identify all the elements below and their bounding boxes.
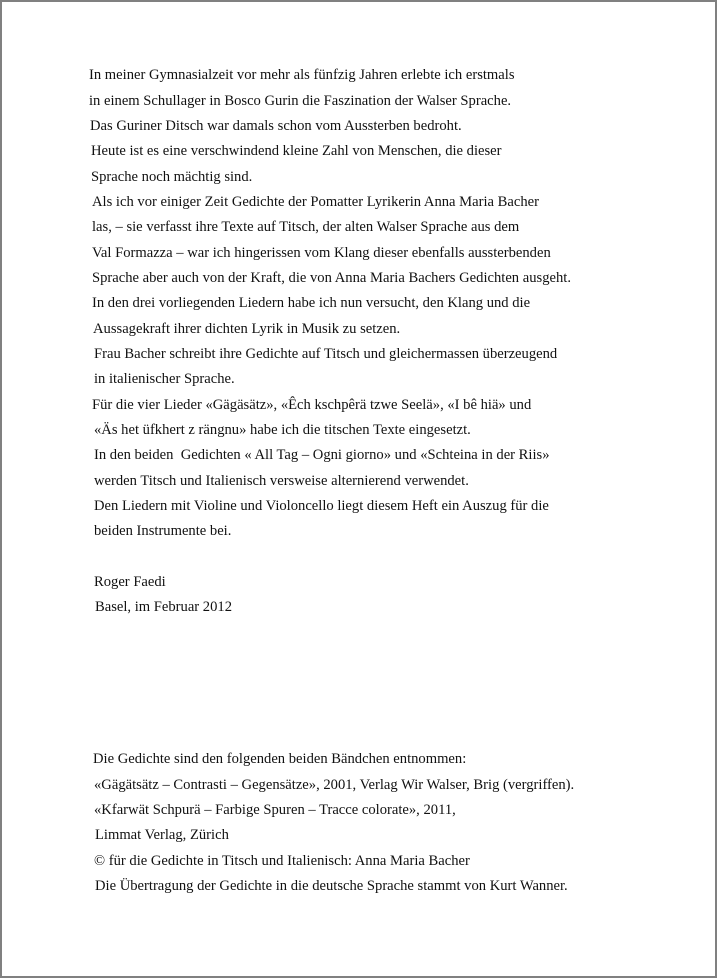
- body-line: «Äs het üfkhert z rängnu» habe ich die titschen Texte eingesetzt.: [94, 422, 471, 438]
- body-line: In den beiden Gedichten « All Tag – Ogni giorno» und «Schteina in der Riis»: [94, 447, 550, 463]
- body-line: Den Liedern mit Violine und Violoncello liegt diesem Heft ein Auszug für die: [94, 498, 549, 514]
- body-line: Frau Bacher schreibt ihre Gedichte auf Titsch und gleichermassen überzeugend: [94, 346, 558, 362]
- body-line: las, – sie verfasst ihre Texte auf Titsch, der alten Walser Sprache aus dem: [92, 219, 520, 235]
- body-line: in einem Schullager in Bosco Gurin die Faszination der Walser Sprache.: [89, 93, 512, 109]
- body-line: Sprache aber auch von der Kraft, die von Anna Maria Bachers Gedichten ausgeht.: [92, 270, 571, 286]
- body-line: in italienischer Sprache.: [94, 371, 235, 387]
- body-line: Aussagekraft ihrer dichten Lyrik in Musik zu setzen.: [93, 321, 401, 337]
- signature-name: Roger Faedi: [94, 574, 166, 590]
- body-line: werden Titsch und Italienisch versweise alternierend verwendet.: [94, 473, 469, 489]
- body-line: Das Guriner Ditsch war damals schon vom Aussterben bedroht.: [90, 118, 462, 134]
- credits-line: Die Gedichte sind den folgenden beiden Bändchen entnommen:: [93, 751, 467, 767]
- credits-line: «Gägätsätz – Contrasti – Gegensätze», 2001, Verlag Wir Walser, Brig (vergriffen).: [94, 777, 575, 793]
- credits-line: Limmat Verlag, Zürich: [95, 827, 229, 843]
- body-line: Für die vier Lieder «Gägäsätz», «Êch kschpêrä tzwe Seelä», «I bê hiä» und: [92, 397, 532, 413]
- body-line: Sprache noch mächtig sind.: [91, 169, 253, 185]
- body-line: beiden Instrumente bei.: [94, 523, 232, 539]
- credits-line: © für die Gedichte in Titsch und Italienisch: Anna Maria Bacher: [94, 853, 470, 869]
- credits-line: «Kfarwät Schpurä – Farbige Spuren – Tracce colorate», 2011,: [94, 802, 456, 818]
- body-line: Val Formazza – war ich hingerissen vom Klang dieser ebenfalls aussterbenden: [92, 245, 551, 261]
- body-line: Als ich vor einiger Zeit Gedichte der Pomatter Lyrikerin Anna Maria Bacher: [92, 194, 539, 210]
- body-line: In den drei vorliegenden Liedern habe ich nun versucht, den Klang und die: [92, 295, 531, 311]
- signature-place-date: Basel, im Februar 2012: [95, 599, 232, 615]
- credits-line: Die Übertragung der Gedichte in die deutsche Sprache stammt von Kurt Wanner.: [95, 878, 568, 894]
- body-line: In meiner Gymnasialzeit vor mehr als fünfzig Jahren erlebte ich erstmals: [89, 67, 515, 83]
- body-line: Heute ist es eine verschwindend kleine Zahl von Menschen, die dieser: [91, 143, 502, 159]
